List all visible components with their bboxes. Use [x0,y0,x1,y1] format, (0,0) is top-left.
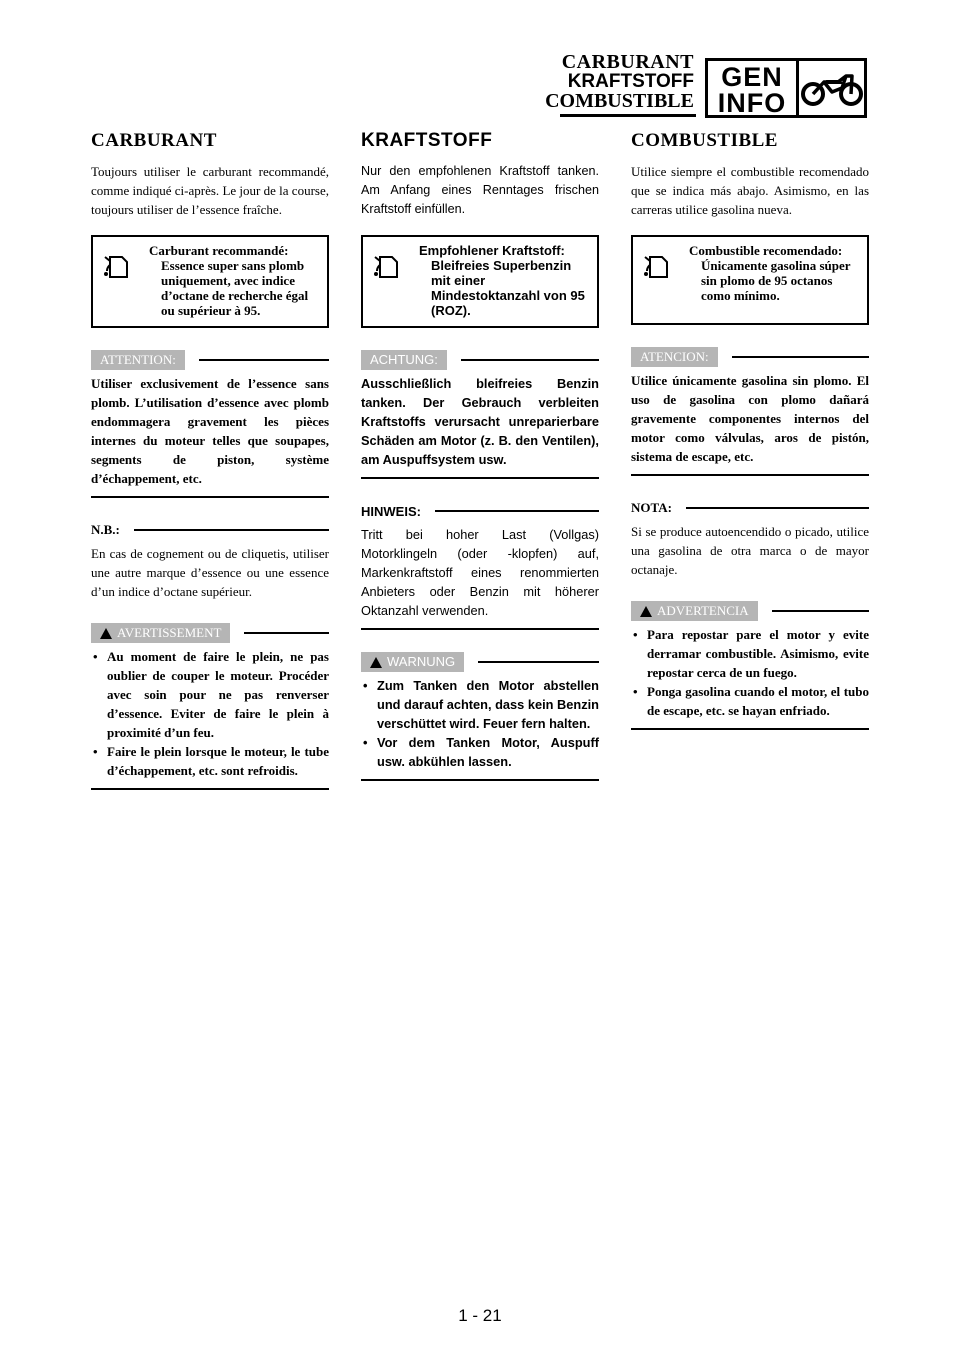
note-text-es: Si se produce autoencendido o picado, utilice una gasolina de otra marca o de mayor octanaje. [631,524,869,577]
note-label-es: NOTA: [631,500,672,515]
page-number: 1 - 21 [458,1306,502,1325]
warning-item-es: • Para repostar pare el motor y evite derramar combustible. Asimismo, evite repostar cerca de un fuego. [631,625,869,682]
note-label-fr: N.B.: [91,522,120,537]
fuel-can-icon [633,237,681,323]
caution-text-fr: Utiliser exclusivement de l’essence sans plomb. L’utilisation d’essence avec plomb endommagera gravement les pièces internes du moteur telles que soupapes, segments de piston, système d’échappement, etc. [91,376,329,486]
warning-item-es: • Ponga gasolina cuando el motor, el tubo de escape, etc. se hayan enfriado. [631,682,869,720]
warning-fr [91,623,329,790]
spec-box-de [361,235,599,328]
badge-line2: INFO [717,88,787,118]
note-text-fr: En cas de cognement ou de cliquetis, utiliser une autre marque d’essence ou une essence d’un indice d’octane supérieur. [91,546,329,599]
caution-text-de: Ausschließlich bleifreies Benzin tanken. Der Gebrauch verbleiten Kraftstoffs verursacht unreparierbare Schäden am Motor (z. B. den Ventilen), am Auspuffsystem usw. [361,376,599,467]
note-es [631,498,869,579]
intro-es: Utilice siempre el combustible recomendado que se indica más abajo. Asimismo, en las carreras utilice gasolina nueva. [631,164,869,217]
fuel-can-icon [93,237,141,326]
intro-fr: Toujours utiliser le carburant recommandé, comme indiqué ci-après. Le jour de la course, toujours utiliser de l’essence fraîche. [91,164,329,217]
warning-triangle-icon [370,657,382,668]
warning-item-fr: • Faire le plein lorsque le moteur, le tube d’échappement, etc. sont refroidis. [91,742,329,780]
column-german [361,130,599,781]
note-fr [91,520,329,601]
caution-es [631,347,869,476]
spec-value-fr: Essence super sans plomb uniquement, avec indice d’octane de recherche égal ou supérieur à 95. [161,258,309,318]
chapter-badge [705,58,867,118]
caution-label-fr: ATTENTION: [91,350,185,370]
warning-triangle-icon [100,628,112,639]
caution-fr [91,350,329,498]
title-es: COMBUSTIBLE [545,90,694,112]
spec-title-de: Empfohlener Kraftstoff: [419,243,565,258]
section-titles [545,52,694,111]
column-spanish [631,130,869,730]
warning-item-fr: • Au moment de faire le plein, ne pas oublier de couper le moteur. Procéder avec soin pour ne pas renverser d’essence. Eviter de faire le plein à proximité d’un feu. [91,647,329,742]
heading-es: COMBUSTIBLE [631,130,778,151]
heading-fr: CARBURANT [91,130,217,151]
note-de [361,501,599,630]
caution-label-de: ACHTUNG: [361,350,447,370]
warning-label-es: ADVERTENCIA [657,603,749,618]
caution-label-es: ATENCION: [631,347,718,367]
spec-title-es: Combustible recomendado: [689,243,843,258]
spec-value-de: Bleifreies Superbenzin mit einer Mindestoktanzahl von 95 (ROZ). [431,258,585,318]
title-rule [560,114,696,117]
badge-line1: GEN [721,62,783,92]
warning-es [631,601,869,730]
spec-title-fr: Carburant recommandé: [149,243,289,258]
warning-item-de: • Zum Tanken den Motor abstellen und darauf achten, dass kein Benzin verschüttet wird. Feuer fern halten. [361,676,599,733]
title-fr: CARBURANT [561,51,694,73]
warning-label-fr: AVERTISSEMENT [117,625,222,640]
caution-de [361,350,599,479]
note-label-de: HINWEIS: [361,503,421,519]
warning-triangle-icon [640,606,652,617]
warning-label-de: WARNUNG [387,654,456,669]
warning-item-de: • Vor dem Tanken Motor, Auspuff usw. abkühlen lassen. [361,733,599,771]
note-text-de: Tritt bei hoher Last (Vollgas) Motorklingeln (oder -klopfen) auf, Markenkraftstoff eines renommierten Anbieters oder Benzin mit höherer Oktanzahl verwenden. [361,527,599,618]
title-de: KRAFTSTOFF [567,71,694,92]
warning-de [361,652,599,781]
heading-de: KRAFTSTOFF [361,130,493,151]
fuel-can-icon [363,237,411,326]
spec-box-fr [91,235,329,328]
spec-box-es [631,235,869,325]
spec-value-es: Únicamente gasolina súper sin plomo de 95 octanos como mínimo. [701,258,851,303]
motorcycle-icon [799,61,864,115]
intro-de: Nur den empfohlenen Kraftstoff tanken. Am Anfang eines Renntages frischen Kraftstoff einfüllen. [361,164,599,216]
caution-text-es: Utilice únicamente gasolina sin plomo. El uso de gasolina con plomo dañará gravemente componentes internos del motor como válvulas, aros de pistón, sistema de escape, etc. [631,373,869,464]
column-french [91,130,329,790]
